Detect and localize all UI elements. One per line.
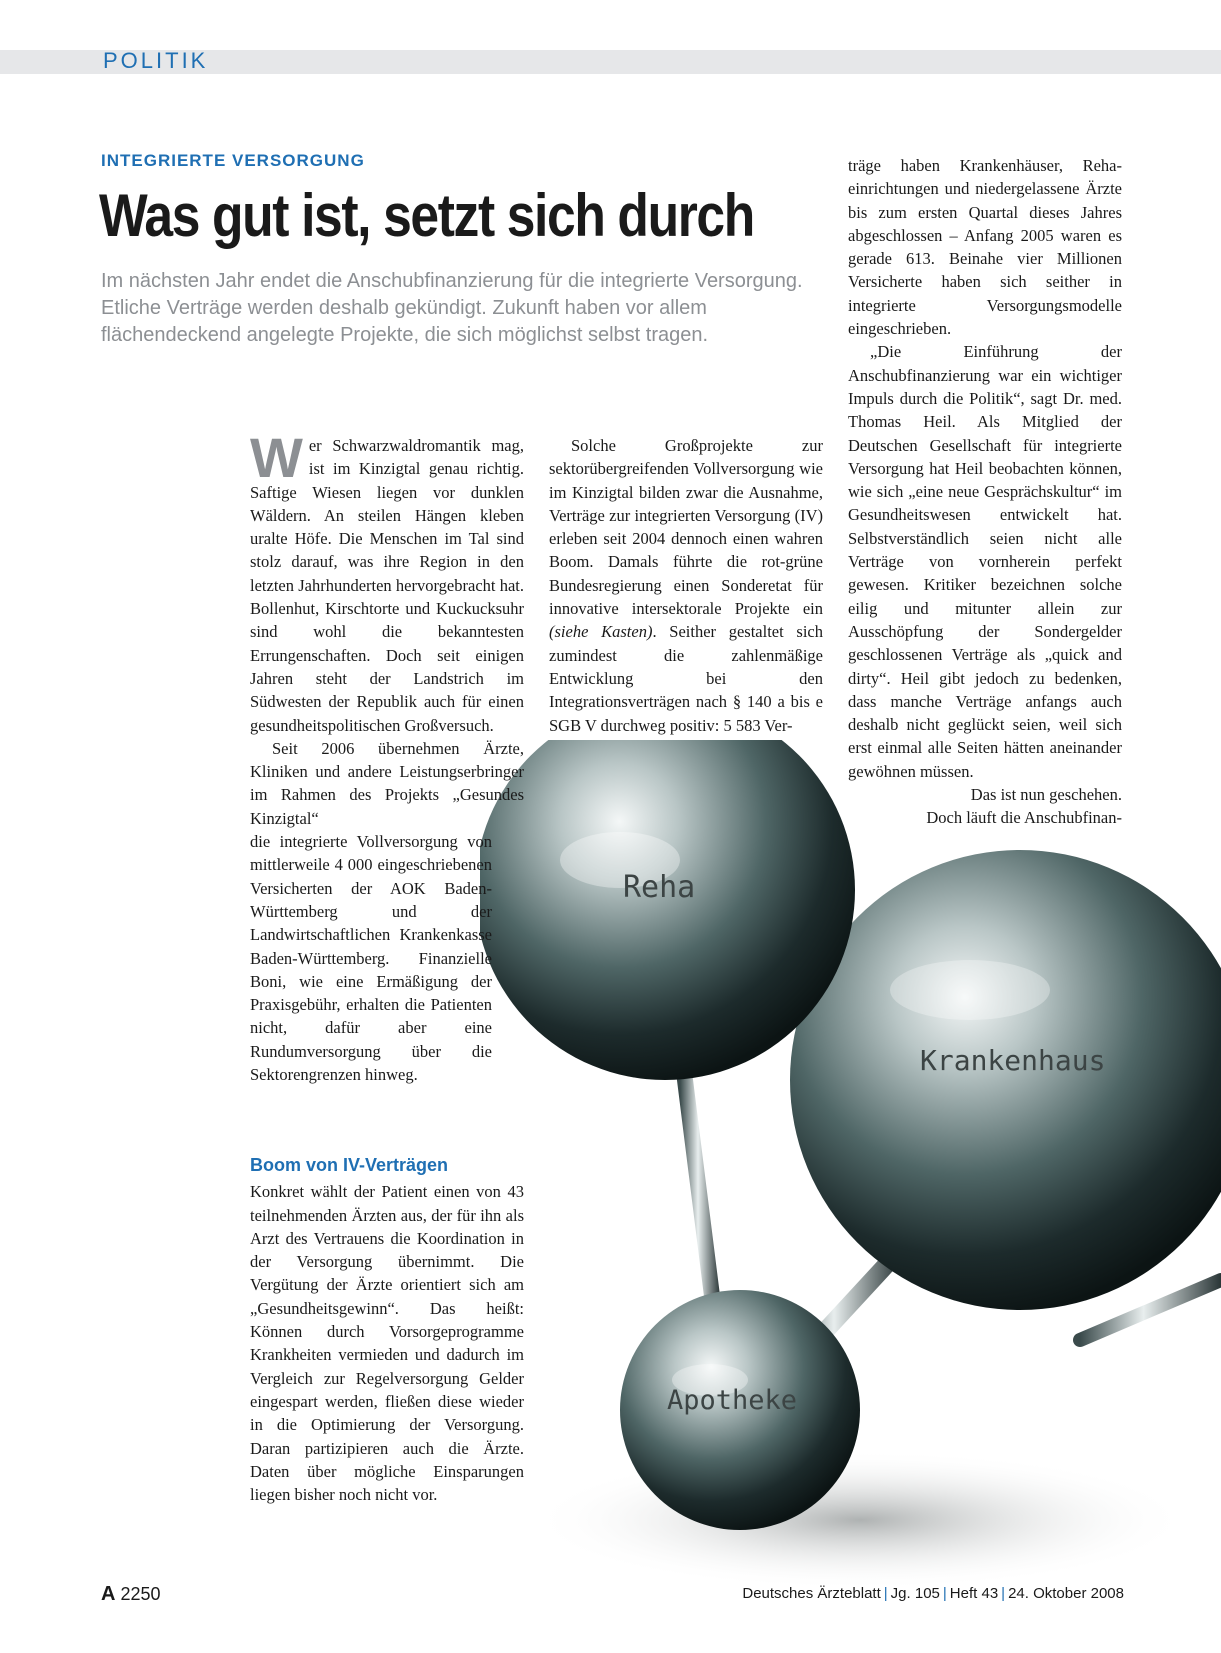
box-reference: (siehe Kasten) <box>549 622 653 642</box>
floor-shadow <box>530 1450 1190 1590</box>
paragraph: „Die Einführung der Anschubfinanzierung war ein wichtiger Impuls durch die Politik“, sagt Dr. med. Thomas Heil. Als Mitglied der Deutschen Gesellschaft für integrierte Versorgung hat Heil beobachten können, wie sich „eine neue Gesprächskultur“ im Gesundheitswesen entwickelt hat. Selbstverständlich seien nicht alle Verträge von vornherein perfekt gewesen. Kritiker bezeichnen solche eilig und mitunter allein zur Ausschöpfung der Sondergelder geschlossenen Verträge als „quick and dirty“. Heil gibt jedoch zu bedenken, dass manche Verträge anfangs auch deshalb nicht geglückt seien, weil sich erst einmal alle Seiten hätten aneinander gewöhnen müssen. <box>848 342 1122 781</box>
paragraph: träge haben Krankenhäuser, Rehaeinrichtungen und niedergelassene Ärzte bis zum ersten Quartal dieses Jahres abgeschlossen – Anfang 2005 waren es gerade 613. Beinahe vier Millionen Versicherte haben sich seither in integrierte Versorgungsmodelle eingeschrieben. <box>848 156 1122 339</box>
sphere-label-apotheke: Apotheke <box>667 1385 798 1416</box>
journal-date: 24. Oktober 2008 <box>1008 1585 1124 1602</box>
article-column-2 <box>549 434 823 737</box>
article-lead: Im nächsten Jahr endet die Anschubfinanzierung für die integrierte Versorgung. Etliche Verträge werden deshalb gekündigt. Zukunft haben vor allem flächendeckend angelegte Projekte, die sich möglichst selbst tragen. <box>101 270 803 346</box>
journal-volume: Jg. 105 <box>890 1585 940 1602</box>
article-column-1 <box>250 426 524 1086</box>
sphere-label-reha: Reha <box>623 870 696 905</box>
article-headline: Was gut ist, setzt sich durch <box>99 182 754 249</box>
paragraph: Konkret wählt der Patient einen von 43 teilnehmenden Ärzten aus, der für ihn als Arzt des Vertrauens die Koordination in der Versorgung übernimmt. Die Vergütung der Ärzte orientiert sich am „Gesundheitsgewinn“. Das heißt: Können durch Vorsorgeprogramme Krankheiten vermieden und dadurch im Vergleich zur Regelversorgung Gelder eingespart werden, fließen diese wieder in die Optimierung der Versorgung. Daran partizipieren auch die Ärzte. Daten über mögliche Einsparungen liegen bisher noch nicht vor. <box>250 1182 524 1505</box>
journal-issue: Heft 43 <box>949 1585 999 1602</box>
paragraph: Solche Großprojekte zur sektorübergreifenden Vollversorgung wie im Kinzigtal bilden zwar die Ausnahme, Verträge zur integrierten Versorgung (IV) erleben seit 2004 dennoch einen wahren Boom. Damals führte die rot-grüne Bundesregierung einen Sonderetat für innovative intersektorale Projekte ein (siehe Kasten). Seither gestaltet sich zumindest die zahlenmäßige Entwicklung bei den Integrationsverträgen nach § 140 a bis e SGB V durchweg positiv: 5 583 Ver- <box>549 436 823 735</box>
section-label: POLITIK <box>103 48 209 73</box>
molecule-illustration <box>480 740 1221 1620</box>
page-number: A 2250 <box>101 1583 161 1605</box>
sphere-krankenhaus <box>790 850 1221 1310</box>
paragraph: Seit 2006 übernehmen Ärzte, Kliniken und andere Leistungserbringer im Rahmen des Projekts „Gesundes Kinzigtal“ <box>250 738 524 828</box>
subheading: Boom von IV-Verträgen <box>250 1155 449 1175</box>
article-kicker: INTEGRIERTE VERSORGUNG <box>101 151 365 170</box>
paragraph: Das ist nun geschehen. Doch läuft die Anschubfinan- <box>926 785 1122 828</box>
article-column-1-lower <box>250 1154 524 1506</box>
journal-footer: Deutsches Ärzteblatt | Jg. 105 | Heft 43 | 24. Oktober 2008 <box>742 1585 1124 1602</box>
sphere-label-krankenhaus: Krankenhaus <box>920 1044 1106 1077</box>
paragraph-continued: die integrierte Vollversorgung von mittlerweile 4 000 eingeschriebenen Versicherten der AOK Baden-Württemberg und der Landwirtschaftlichen Krankenkasse Baden-Württemberg. Finanzielle Boni, wie eine Ermäßigung der Praxisgebühr, erhalten die Patienten nicht, dafür aber eine Rundumversorgung über die Sektorengrenzen hinweg. <box>250 832 492 1085</box>
journal-name: Deutsches Ärzteblatt <box>742 1585 881 1602</box>
paragraph: Wer Schwarzwaldromantik mag, ist im Kinzigtal genau richtig. Saftige Wiesen liegen vor dunklen Wäldern. An steilen Hängen kleben uralte Höfe. Die Menschen im Tal sind stolz darauf, was ihre Region in den letzten Jahrhunderten hervorgebracht hat. Bollenhut, Kirschtorte und Kuckucksuhr sind wohl die bekanntesten Errungenschaften. Doch seit einigen Jahren steht der Landstrich im Südwesten der Republik auch für einen gesundheitspolitischen Großversuch. <box>250 426 524 735</box>
drop-cap: W <box>250 426 303 489</box>
article-column-3 <box>848 154 1122 830</box>
